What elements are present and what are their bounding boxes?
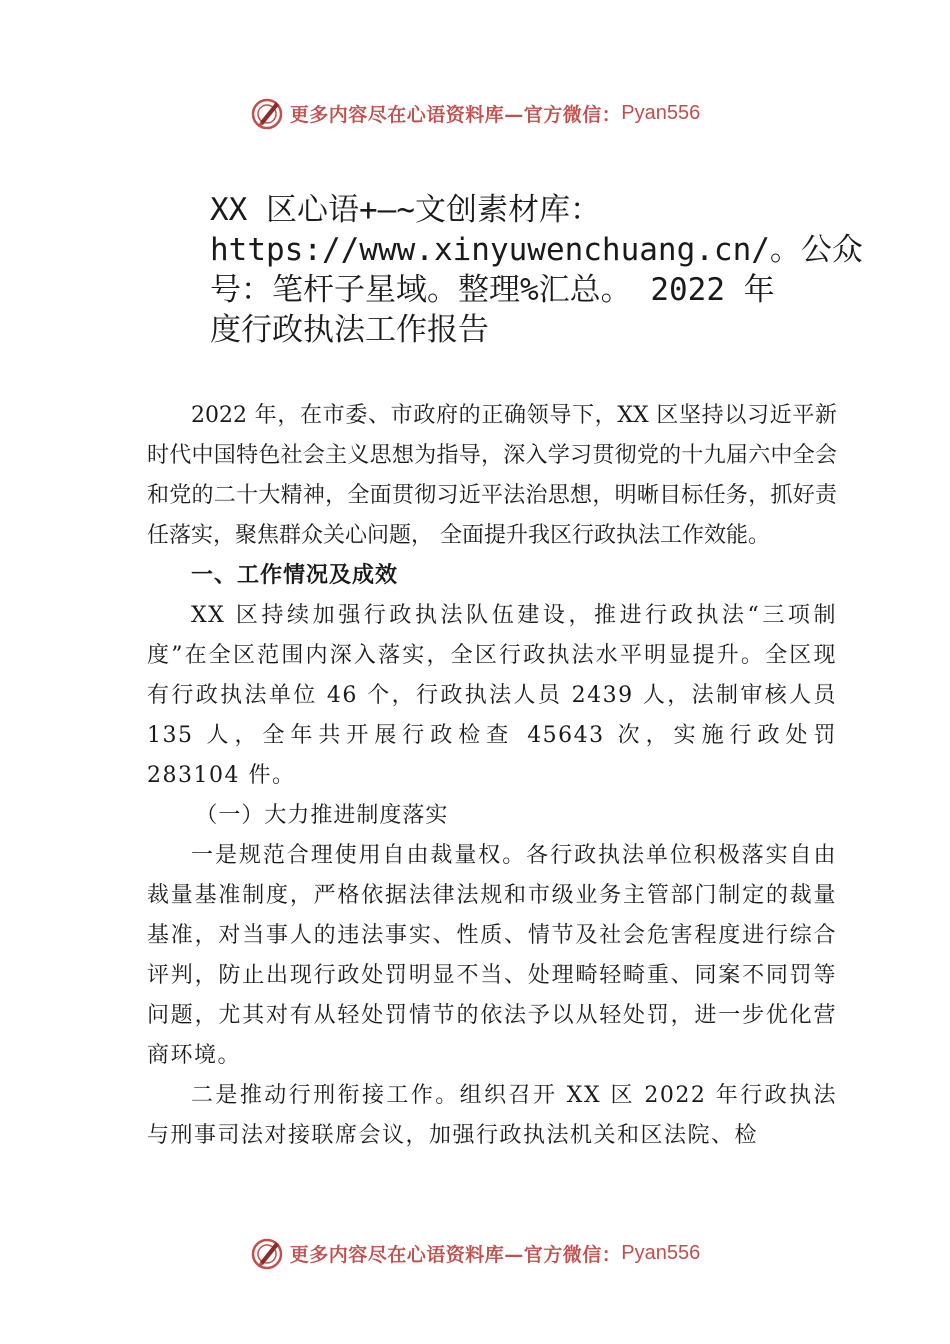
intro-paragraph: 2022 年，在市委、市政府的正确领导下，XX 区坚持以习近平新时代中国特色社会主义思想为指导，深入学习贯彻党的十九届六中全会和党的二十大精神，全面贯彻习近平法治思想，明晰目标任务，抓好责任落实，聚焦群众关心问题， 全面提升我区行政执法工作效能。 — [147, 403, 837, 548]
document-title — [210, 190, 863, 350]
subsection-heading-1: （一）大力推进制度落实 — [195, 803, 449, 828]
paragraph-2: 一是规范合理使用自由裁量权。各行政执法单位积极落实自由裁量基准制度，严格依据法律法规和市级业务主管部门制定的裁量基准，对当事人的违法事实、性质、情节及社会危害程度进行综合评判，防止出现行政处罚明显不当、处理畸轻畸重、同案不同罚等问题，尤其对有从轻处罚情节的依法予以从轻处罚，进一步优化营商环境。 — [147, 843, 837, 1068]
banner-wechat-id: Pyan556 — [621, 101, 701, 124]
pen-seal-logo-icon — [250, 1236, 284, 1270]
document-body — [147, 396, 837, 1156]
title-line-4: 度行政执法工作报告 — [210, 312, 489, 348]
title-line-1: XX 区心语+—~文创素材库： — [210, 192, 601, 228]
header-watermark-banner — [0, 96, 950, 130]
footer-watermark-banner — [0, 1236, 950, 1270]
title-line-2: https://www.xinyuwenchuang.cn/。公众 — [210, 232, 863, 268]
paragraph-3: 二是推动行刑衔接工作。组织召开 XX 区 2022 年行政执法与刑事司法对接联席会议，加强行政执法机关和区法院、检 — [147, 1083, 837, 1148]
pen-seal-logo-icon — [250, 96, 284, 130]
title-line-3: 号：笔杆子星域。整理%汇总。 2022 年 — [210, 272, 775, 308]
banner-text: 更多内容尽在心语资料库—官方微信： — [289, 1243, 622, 1266]
banner-text: 更多内容尽在心语资料库—官方微信： — [289, 103, 622, 126]
banner-wechat-id: Pyan556 — [621, 1241, 701, 1264]
section-heading-1: 一、工作情况及成效 — [191, 563, 399, 588]
paragraph-1: XX 区持续加强行政执法队伍建设，推进行政执法“三项制度”在全区范围内深入落实，全区行政执法水平明显提升。全区现有行政执法单位 46 个，行政执法人员 2439 人，法制审核人员 135 人，全年共开展行政检查 45643 次，实施行政处罚 283104 件。 — [147, 603, 837, 788]
